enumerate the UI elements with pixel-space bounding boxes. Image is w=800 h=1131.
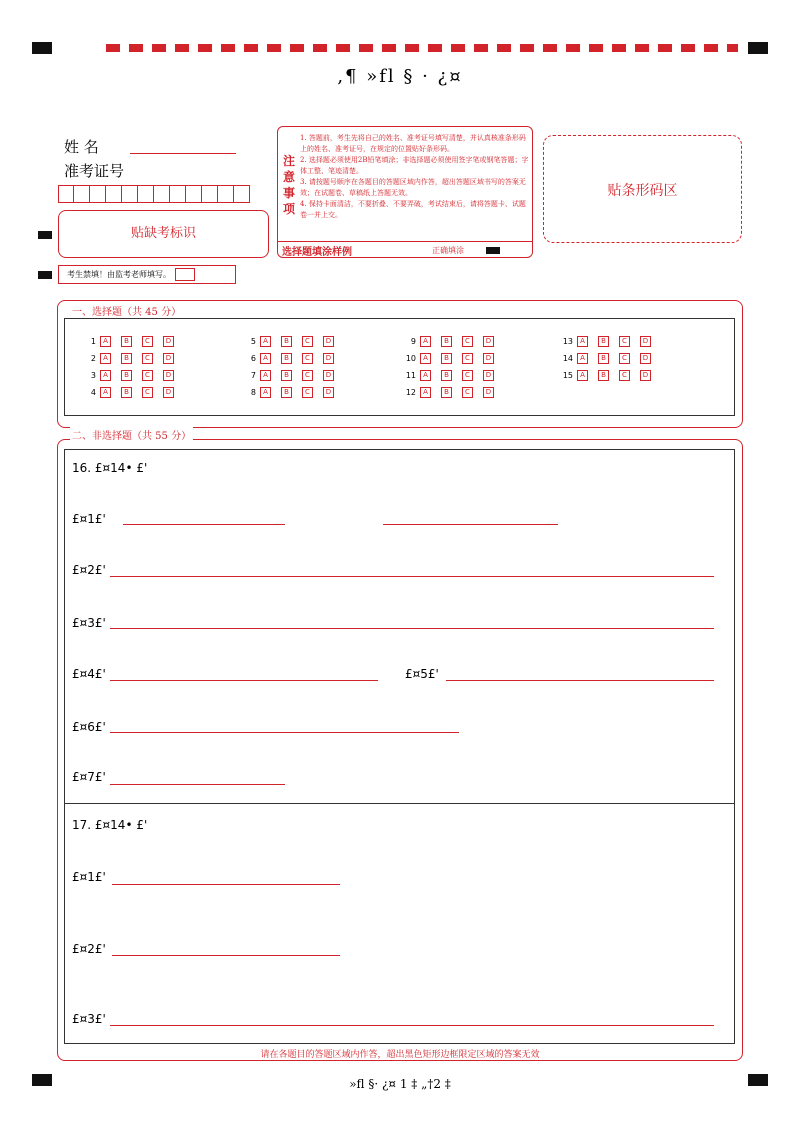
mc-option-b[interactable]: B — [281, 387, 292, 398]
mc-question-7 — [238, 370, 344, 381]
q16-part5-line[interactable] — [446, 680, 714, 681]
mc-option-c[interactable]: C — [302, 370, 313, 381]
timing-mark-top-right — [748, 42, 768, 54]
mc-option-b[interactable]: B — [121, 353, 132, 364]
q16-q17-divider — [64, 803, 735, 804]
mc-option-b[interactable]: B — [281, 336, 292, 347]
mc-question-11 — [398, 370, 504, 381]
notice-item: 1. 答题前，考生先将自己的姓名、准考证号填写清楚，并认真核准条形码上的姓名、准考证号，在规定的位置贴好条形码。 — [300, 134, 526, 153]
barcode-area — [543, 135, 742, 243]
mc-question-number: 3 — [90, 371, 96, 380]
mc-question-number: 11 — [405, 371, 416, 380]
exam-id-boxes[interactable] — [58, 185, 250, 203]
mc-question-number: 9 — [410, 337, 416, 346]
correct-fill-sample — [486, 247, 500, 254]
footer-warning: 请在各题目的答题区域内作答，超出黑色矩形边框限定区域的答案无效 — [260, 1050, 540, 1060]
mc-option-c[interactable]: C — [462, 370, 473, 381]
q17-part1-line[interactable] — [112, 884, 340, 885]
mc-option-b[interactable]: B — [281, 370, 292, 381]
mc-option-d[interactable]: D — [640, 336, 651, 347]
mc-option-b[interactable]: B — [441, 370, 452, 381]
mc-question-number: 10 — [405, 354, 416, 363]
mc-option-a[interactable]: A — [420, 336, 431, 347]
mc-option-c[interactable]: C — [142, 370, 153, 381]
mc-question-number: 12 — [405, 388, 416, 397]
notice-box — [277, 126, 533, 258]
q16-part7-line[interactable] — [110, 784, 285, 785]
notice-item: 3. 请按题号顺序在各题目的答题区域内作答，超出答题区域书写的答案无效；在试题卷、草稿纸上答题无效。 — [300, 178, 526, 197]
missing-exam-mark-label: 贴缺考标识 — [130, 226, 196, 241]
mc-option-d[interactable]: D — [163, 353, 174, 364]
mc-option-c[interactable]: C — [142, 387, 153, 398]
q16-part1-line-a[interactable] — [123, 524, 285, 525]
mc-option-c[interactable]: C — [302, 336, 313, 347]
mc-option-b[interactable]: B — [598, 336, 609, 347]
mc-question-5 — [238, 336, 344, 347]
q16-part2-label: £¤2£' — [72, 563, 106, 577]
mc-option-b[interactable]: B — [598, 353, 609, 364]
section2-title: 二、非选择题（共 55 分） — [70, 427, 193, 442]
mc-option-d[interactable]: D — [640, 370, 651, 381]
mc-option-c[interactable]: C — [142, 336, 153, 347]
mc-question-12 — [398, 387, 504, 398]
mc-option-d[interactable]: D — [483, 336, 494, 347]
mc-option-a[interactable]: A — [260, 387, 271, 398]
q16-part3-label: £¤3£' — [72, 616, 106, 630]
mc-option-b[interactable]: B — [121, 370, 132, 381]
q17-part3-label: £¤3£' — [72, 1012, 106, 1026]
mc-option-d[interactable]: D — [163, 387, 174, 398]
q17-part2-label: £¤2£' — [72, 942, 106, 956]
barcode-area-label: 贴条形码区 — [607, 183, 678, 199]
q16-part1-label: £¤1£' — [72, 512, 106, 526]
q16-part6-label: £¤6£' — [72, 720, 106, 734]
proctor-note-box — [58, 265, 236, 284]
notice-item: 2. 选择题必须使用2B铅笔填涂；非选择题必须使用签字笔或钢笔答题；字体工整、笔迹清楚。 — [300, 156, 529, 175]
notice-items — [300, 133, 530, 221]
mc-option-a[interactable]: A — [260, 370, 271, 381]
mc-option-d[interactable]: D — [323, 387, 334, 398]
mc-option-c[interactable]: C — [619, 370, 630, 381]
notice-heading: 注意事项 — [282, 154, 295, 216]
correct-fill-label: 正确填涂 — [432, 246, 464, 255]
q17-part1-label: £¤1£' — [72, 870, 106, 884]
mc-question-number: 4 — [90, 388, 96, 397]
mc-question-number: 13 — [562, 337, 573, 346]
mc-option-b[interactable]: B — [441, 387, 452, 398]
name-label: 姓 名 — [64, 138, 99, 156]
q16-part3-line[interactable] — [110, 628, 714, 629]
mc-question-9 — [398, 336, 504, 347]
mc-question-8 — [238, 387, 344, 398]
mc-question-number: 14 — [562, 354, 573, 363]
mc-option-d[interactable]: D — [323, 336, 334, 347]
fill-sample-label: 选择题填涂样例 — [282, 247, 352, 258]
mc-option-d[interactable]: D — [163, 370, 174, 381]
q16-part5-label: £¤5£' — [405, 667, 439, 681]
q17-part3-line[interactable] — [110, 1025, 714, 1026]
mc-option-d[interactable]: D — [483, 387, 494, 398]
mc-question-number: 5 — [250, 337, 256, 346]
mc-option-b[interactable]: B — [281, 353, 292, 364]
mc-question-13 — [555, 336, 661, 347]
proctor-note-text: 考生禁填！由监考老师填写。 — [67, 270, 171, 279]
mc-option-c[interactable]: C — [302, 353, 313, 364]
mc-option-c[interactable]: C — [619, 336, 630, 347]
mc-option-a[interactable]: A — [420, 370, 431, 381]
mc-question-15 — [555, 370, 661, 381]
exam-id-label: 准考证号 — [64, 162, 125, 180]
dashed-timing-strip — [106, 44, 738, 52]
mc-question-1 — [78, 336, 184, 347]
mc-option-c[interactable]: C — [462, 336, 473, 347]
mc-question-number: 7 — [250, 371, 256, 380]
mc-question-number: 2 — [90, 354, 96, 363]
mc-question-number: 6 — [250, 354, 256, 363]
mc-option-a[interactable]: A — [260, 336, 271, 347]
mc-option-d[interactable]: D — [163, 336, 174, 347]
q16-part7-label: £¤7£' — [72, 770, 106, 784]
mc-option-a[interactable]: A — [577, 353, 588, 364]
mc-question-14 — [555, 353, 661, 364]
mc-option-d[interactable]: D — [640, 353, 651, 364]
mc-option-a[interactable]: A — [577, 370, 588, 381]
mc-option-a[interactable]: A — [577, 336, 588, 347]
section1-answer-grid — [64, 318, 735, 416]
q16-part1-line-b[interactable] — [383, 524, 558, 525]
page-title: ,¶ »fl § · ¿¤ — [337, 66, 463, 87]
mc-question-10 — [398, 353, 504, 364]
mc-question-6 — [238, 353, 344, 364]
notice-divider — [278, 241, 532, 242]
missing-exam-mark-box — [58, 210, 269, 258]
timing-mark-left-1 — [38, 231, 52, 239]
timing-mark-top-left — [32, 42, 52, 54]
q17-title: 17. £¤14• £' — [72, 818, 148, 832]
mc-option-b[interactable]: B — [121, 336, 132, 347]
mc-option-a[interactable]: A — [420, 387, 431, 398]
mc-option-c[interactable]: C — [142, 353, 153, 364]
mc-option-b[interactable]: B — [441, 336, 452, 347]
mc-option-b[interactable]: B — [121, 387, 132, 398]
mc-option-d[interactable]: D — [323, 370, 334, 381]
mc-question-2 — [78, 353, 184, 364]
mc-option-a[interactable]: A — [100, 370, 111, 381]
mc-question-number: 8 — [250, 388, 256, 397]
mc-option-a[interactable]: A — [100, 353, 111, 364]
q16-part2-line[interactable] — [110, 576, 714, 577]
mc-question-number: 1 — [90, 337, 96, 346]
mc-question-4 — [78, 387, 184, 398]
page-footer: »fl §· ¿¤ 1 ‡ „†2 ‡ — [349, 1077, 451, 1091]
proctor-mark-field[interactable] — [175, 268, 195, 281]
section1-title: 一、选择题（共 45 分） — [70, 303, 183, 318]
q16-part4-line[interactable] — [110, 680, 378, 681]
mc-option-c[interactable]: C — [302, 387, 313, 398]
q17-part2-line[interactable] — [112, 955, 340, 956]
mc-question-number: 15 — [562, 371, 573, 380]
mc-option-c[interactable]: C — [462, 353, 473, 364]
name-field[interactable] — [130, 153, 236, 154]
mc-option-a[interactable]: A — [100, 387, 111, 398]
mc-option-a[interactable]: A — [260, 353, 271, 364]
q16-part4-label: £¤4£' — [72, 667, 106, 681]
mc-option-b[interactable]: B — [441, 353, 452, 364]
mc-option-c[interactable]: C — [619, 353, 630, 364]
q16-part6-line[interactable] — [110, 732, 459, 733]
mc-option-b[interactable]: B — [598, 370, 609, 381]
mc-option-d[interactable]: D — [483, 353, 494, 364]
notice-item: 4. 保持卡面清洁，不要折叠、不要弄破，考试结束后，请将答题卡、试题卷一并上交。 — [300, 200, 526, 219]
mc-option-a[interactable]: A — [420, 353, 431, 364]
mc-option-c[interactable]: C — [462, 387, 473, 398]
q16-title: 16. £¤14• £' — [72, 461, 148, 475]
mc-option-d[interactable]: D — [323, 353, 334, 364]
mc-question-3 — [78, 370, 184, 381]
mc-option-d[interactable]: D — [483, 370, 494, 381]
mc-option-a[interactable]: A — [100, 336, 111, 347]
timing-mark-left-2 — [38, 271, 52, 279]
